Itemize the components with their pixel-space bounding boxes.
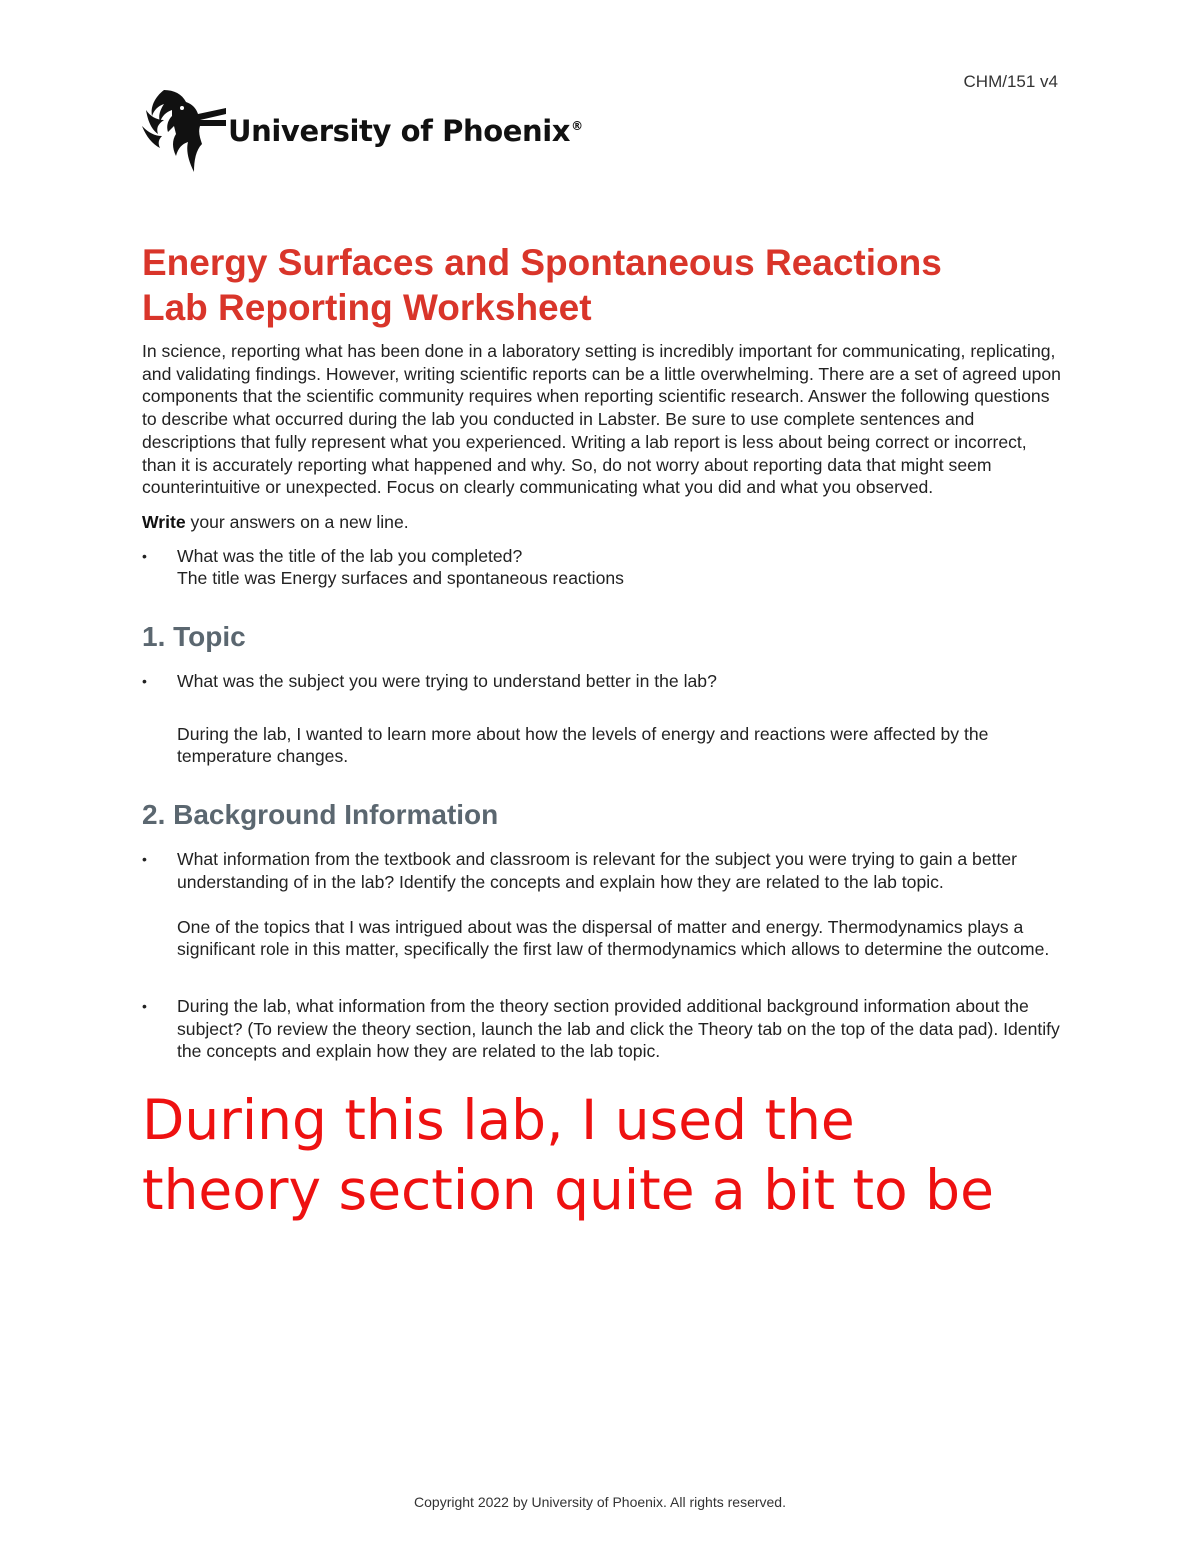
- question-background-theory: During the lab, what information from the theory section provided additional background information about the subject? (To review the theory section, launch the lab and click the Theory tab on the top of the data pad). Identify the concepts and explain how they are related to the lab topic.: [177, 995, 1060, 1062]
- list-item-background-theory: • During the lab, what information from the theory section provided additional background information about the subject? (To review the theory section, launch the lab and click the Theory tab on the top of the data pad). Identify the concepts and explain how they are related to the lab topic.: [142, 995, 1060, 1062]
- answer-background-textbook[interactable]: One of the topics that I was intrigued about was the dispersal of matter and energy. Thermodynamics plays a significant role in this matter, specifically the first law of thermodynamics which allows to determine the outcome.: [177, 916, 1050, 960]
- list-item-topic: • What was the subject you were trying to understand better in the lab? During the lab, I wanted to learn more about how the levels of energy and reactions were affected by the temperature changes.: [142, 670, 1062, 768]
- question-topic: What was the subject you were trying to understand better in the lab?: [177, 671, 717, 692]
- answer-lab-title[interactable]: The title was Energy surfaces and spontaneous reactions: [177, 568, 624, 589]
- title-line-1: Energy Surfaces and Spontaneous Reactions: [142, 242, 942, 283]
- worksheet-content: [142, 240, 1062, 1225]
- title-line-2: Lab Reporting Worksheet: [142, 287, 592, 328]
- question-background-textbook: What information from the textbook and classroom is relevant for the subject you were trying to gain a better understanding of in the lab? Identify the concepts and explain how they are related to the lab topic.: [177, 849, 1018, 892]
- intro-paragraph: In science, reporting what has been done in a laboratory setting is incredibly important for communicating, replicating, and validating findings. However, writing scientific reports can be a little overwhelming. There are a set of agreed upon components that the scientific community requires when reporting scientific research. Answer the following questions to describe what occurred during the lab you conducted in Labster. Be sure to use complete sentences and descriptions that fully represent what you experienced. Writing a lab report is less about being correct or incorrect, than it is accurately reporting what happened and why. So, do not worry about reporting data that might seem counterintuitive or unexpected. Focus on clearly communicating what you did and what you observed.: [142, 341, 1061, 498]
- university-logo: [142, 86, 583, 176]
- copyright-footer: Copyright 2022 by University of Phoenix. All rights reserved.: [414, 1494, 786, 1510]
- question-lab-title: What was the title of the lab you completed?: [177, 545, 523, 566]
- section-heading-background: 2. Background Information: [142, 799, 499, 831]
- instruction-line: Write your answers on a new line.: [142, 511, 409, 532]
- phoenix-bird-icon: [142, 86, 226, 176]
- course-code: CHM/151 v4: [963, 72, 1058, 91]
- list-item-lab-title: • What was the title of the lab you completed? The title was Energy surfaces and spontaneous reactions: [142, 545, 1062, 590]
- list-item-background-textbook: • What information from the textbook and classroom is relevant for the subject you were trying to gain a better understanding of in the lab? Identify the concepts and explain how they are related to the lab topic. One of the topics that I was intrigued about was the dispersal of matter and energy. Thermodynamics plays a significant role in this matter, specifically the first law of thermodynamics which allows to determine the outcome.: [142, 848, 1062, 961]
- answer-background-theory[interactable]: During this lab, I used the theory section quite a bit to be: [142, 1088, 994, 1223]
- answer-topic[interactable]: During the lab, I wanted to learn more about how the levels of energy and reactions were affected by the temperature changes.: [177, 723, 989, 767]
- document-title: [142, 240, 1062, 330]
- section-heading-topic: 1. Topic: [142, 621, 246, 653]
- logo-wordmark: University of Phoenix®: [228, 114, 583, 148]
